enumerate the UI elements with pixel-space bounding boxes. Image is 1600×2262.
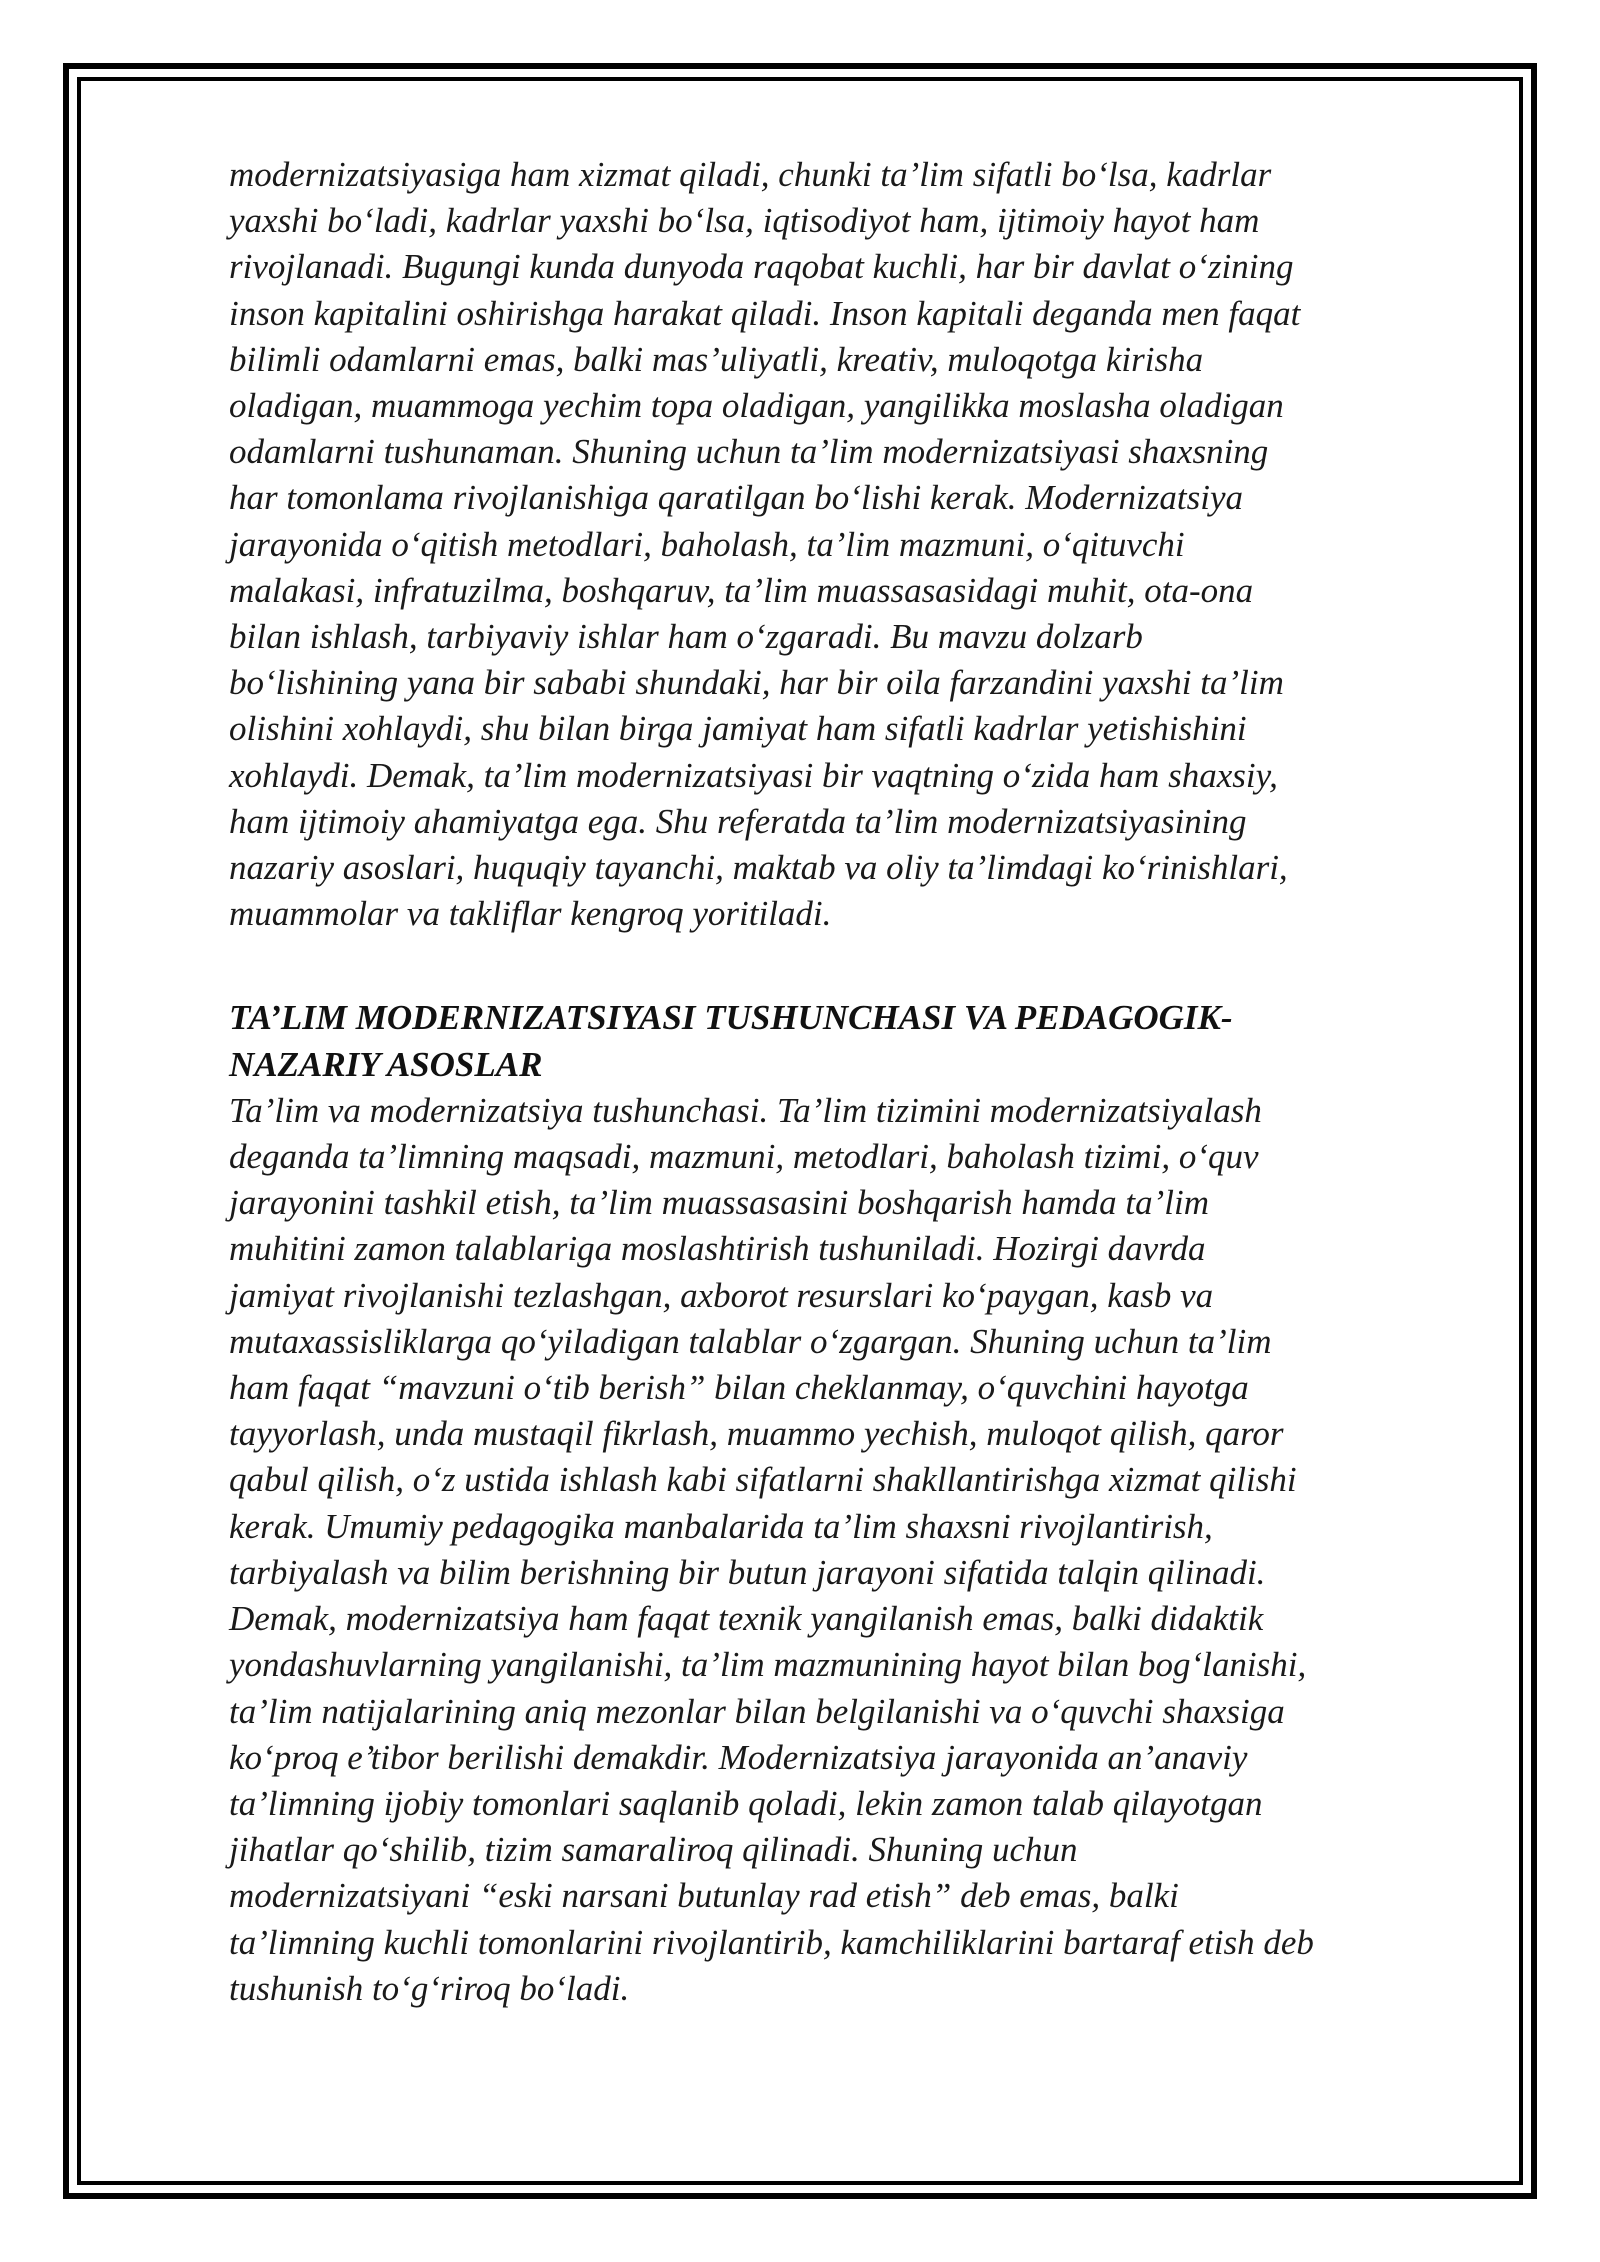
intro-paragraph: modernizatsiyasiga ham xizmat qiladi, chunki ta’lim sifatli bo‘lsa, kadrlar yaxshi bo‘ladi, kadrlar yaxshi bo‘lsa, iqtisodiyot ham, ijtimoiy hayot ham rivojlanadi. Bugungi kunda dunyoda raqobat kuchli, har bir davlat o‘zining inson kapitalini oshirishga harakat qiladi. Inson kapitali deganda men faqat bilimli odamlarni emas, balki mas’uliyatli, kreativ, muloqotga kirisha oladigan, muammoga yechim topa oladigan, yangilikka moslasha oladigan odamlarni tushunaman. Shuning uchun ta’lim modernizatsiyasi shaxsning har tomonlama rivojlanishiga qaratilgan bo‘lishi kerak. Modernizatsiya jarayonida o‘qitish metodlari, baholash, ta’lim mazmuni, o‘qituvchi malakasi, infratuzilma, boshqaruv, ta’lim muassasasidagi muhit, ota-ona bilan ishlash, tarbiyaviy ishlar ham o‘zgaradi. Bu mavzu dolzarb bo‘lishining yana bir sababi shundaki, har bir oila farzandini yaxshi ta’lim olishini xohlaydi, shu bilan birga jamiyat ham sifatli kadrlar yetishishini xohlaydi. Demak, ta’lim modernizatsiyasi bir vaqtning o‘zida ham shaxsiy, ham ijtimoiy ahamiyatga ega. Shu referatda ta’lim modernizatsiyasining nazariy asoslari, huquqiy tayanchi, maktab va oliy ta’limdagi ko‘rinishlari, muammolar va takliflar kengroq yoritiladi. [229,155,1301,934]
document-body [229,152,1491,2012]
section-paragraph: Ta’lim va modernizatsiya tushunchasi. Ta’lim tizimini modernizatsiyalash deganda ta’limning maqsadi, mazmuni, metodlari, baholash tizimi, o‘quv jarayonini tashkil etish, ta’lim muassasasini boshqarish hamda ta’lim muhitini zamon talablariga moslashtirish tushuniladi. Hozirgi davrda jamiyat rivojlanishi tezlashgan, axborot resurslari ko‘paygan, kasb va mutaxassisliklarga qo‘yiladigan talablar o‘zgargan. Shuning uchun ta’lim ham faqat “mavzuni o‘tib berish” bilan cheklanmay, o‘quvchini hayotga tayyorlash, unda mustaqil fikrlash, muammo yechish, muloqot qilish, qaror qabul qilish, o‘z ustida ishlash kabi sifatlarni shakllantirishga xizmat qilishi kerak. Umumiy pedagogika manbalarida ta’lim shaxsni rivojlantirish, tarbiyalash va bilim berishning bir butun jarayoni sifatida talqin qilinadi. Demak, modernizatsiya ham faqat texnik yangilanish emas, balki didaktik yondashuvlarning yangilanishi, ta’lim mazmunining hayot bilan bog‘lanishi, ta’lim natijalarining aniq mezonlar bilan belgilanishi va o‘quvchi shaxsiga ko‘proq e’tibor berilishi demakdir. Modernizatsiya jarayonida an’anaviy ta’limning ijobiy tomonlari saqlanib qoladi, lekin zamon talab qilayotgan jihatlar qo‘shilib, tizim samaraliroq qilinadi. Shuning uchun modernizatsiyani “eski narsani butunlay rad etish” deb emas, balki ta’limning kuchli tomonlarini rivojlantirib, kamchiliklarini bartaraf etish deb tushunish to‘g‘riroq bo‘ladi. [229,1090,1314,2008]
section-heading: TA’LIM MODERNIZATSIYASI TUSHUNCHASI VA PEDAGOGIK- NAZARIY ASOSLAR [229,998,1233,1084]
